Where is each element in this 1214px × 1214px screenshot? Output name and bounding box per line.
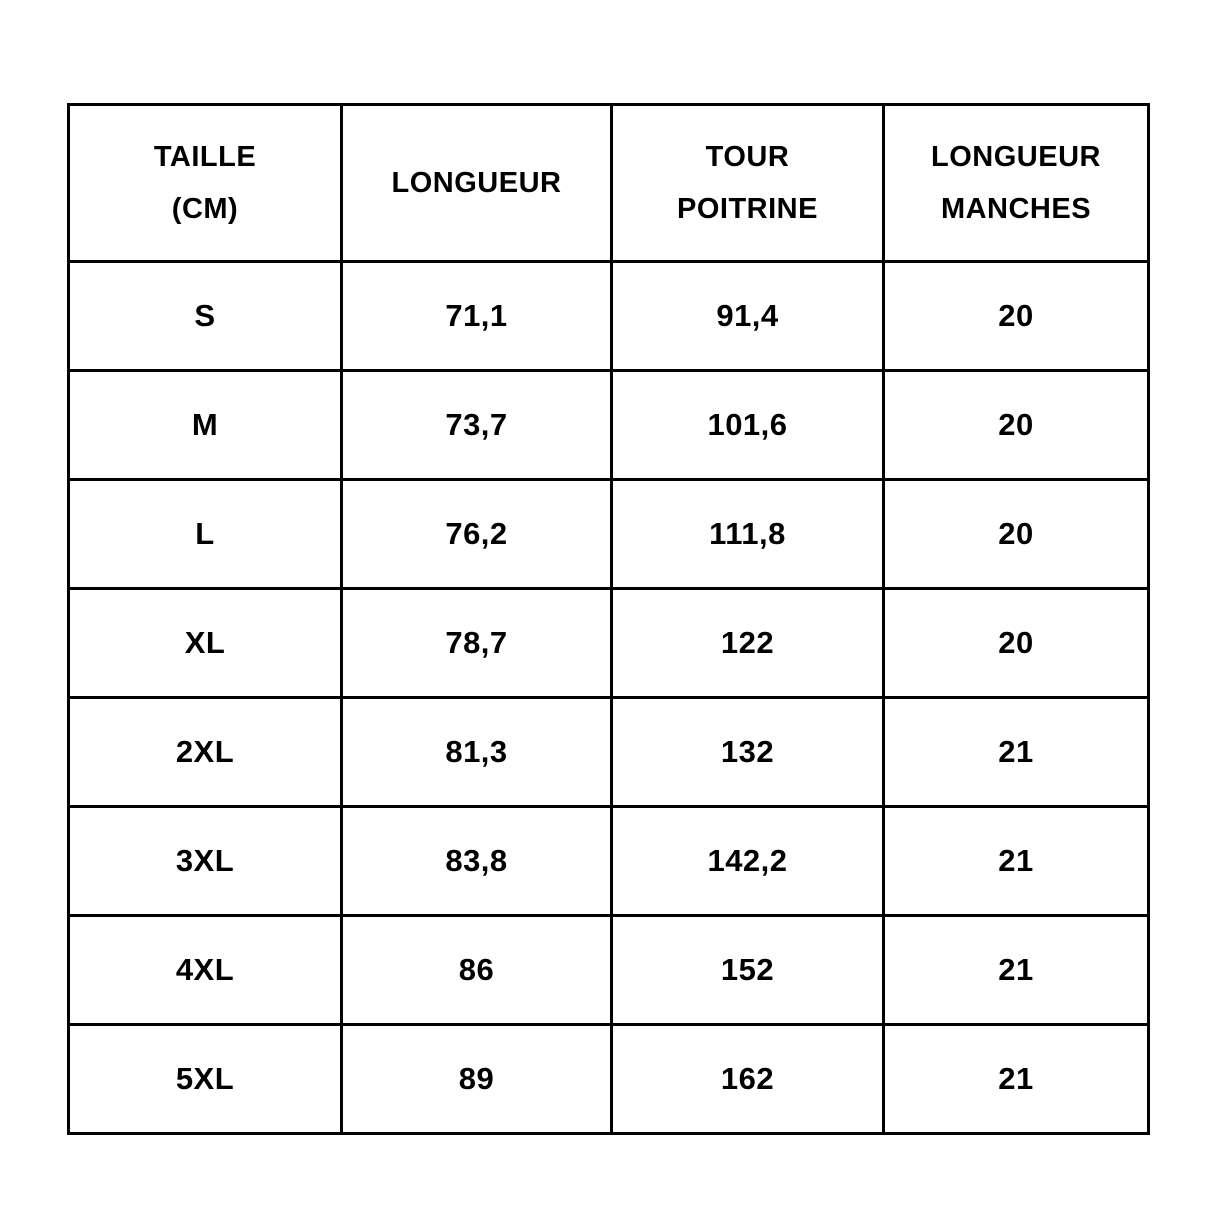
cell-size: S xyxy=(69,262,342,371)
table-row xyxy=(69,807,1149,916)
cell-longueur: 71,1 xyxy=(342,262,612,371)
header-line: TAILLE xyxy=(153,141,257,173)
table-row xyxy=(69,262,1149,371)
cell-longueur: 78,7 xyxy=(342,589,612,698)
cell-tour-poitrine: 152 xyxy=(612,916,884,1025)
header-line: MANCHES xyxy=(940,193,1092,225)
cell-longueur-manches: 21 xyxy=(884,698,1149,807)
cell-tour-poitrine: 122 xyxy=(612,589,884,698)
cell-longueur-manches: 20 xyxy=(884,480,1149,589)
cell-size: 2XL xyxy=(69,698,342,807)
header-line: POITRINE xyxy=(677,193,818,225)
column-header-tour-poitrine xyxy=(612,105,884,262)
cell-tour-poitrine: 91,4 xyxy=(612,262,884,371)
table-row xyxy=(69,698,1149,807)
cell-longueur-manches: 20 xyxy=(884,371,1149,480)
cell-size: 4XL xyxy=(69,916,342,1025)
header-line: LONGUEUR xyxy=(931,141,1101,173)
cell-longueur: 89 xyxy=(342,1025,612,1134)
header-line: TOUR xyxy=(705,141,790,173)
cell-tour-poitrine: 132 xyxy=(612,698,884,807)
cell-longueur: 86 xyxy=(342,916,612,1025)
header-line: (CM) xyxy=(171,193,239,225)
cell-longueur-manches: 21 xyxy=(884,916,1149,1025)
cell-size: XL xyxy=(69,589,342,698)
cell-longueur: 83,8 xyxy=(342,807,612,916)
cell-size: 3XL xyxy=(69,807,342,916)
column-header-longueur-manches xyxy=(884,105,1149,262)
cell-longueur-manches: 20 xyxy=(884,262,1149,371)
header-row xyxy=(69,105,1149,262)
table-row xyxy=(69,480,1149,589)
cell-longueur-manches: 21 xyxy=(884,1025,1149,1134)
table-row xyxy=(69,916,1149,1025)
column-header-taille xyxy=(69,105,342,262)
cell-longueur: 81,3 xyxy=(342,698,612,807)
table-row xyxy=(69,589,1149,698)
cell-tour-poitrine: 142,2 xyxy=(612,807,884,916)
cell-size: M xyxy=(69,371,342,480)
table-row xyxy=(69,371,1149,480)
table-row xyxy=(69,1025,1149,1134)
cell-longueur-manches: 20 xyxy=(884,589,1149,698)
cell-longueur: 76,2 xyxy=(342,480,612,589)
cell-size: 5XL xyxy=(69,1025,342,1134)
cell-tour-poitrine: 162 xyxy=(612,1025,884,1134)
cell-size: L xyxy=(69,480,342,589)
cell-longueur-manches: 21 xyxy=(884,807,1149,916)
cell-longueur: 73,7 xyxy=(342,371,612,480)
size-chart-table xyxy=(67,103,1150,1135)
cell-tour-poitrine: 111,8 xyxy=(612,480,884,589)
header-line: LONGUEUR xyxy=(391,167,562,199)
column-header-longueur xyxy=(342,105,612,262)
cell-tour-poitrine: 101,6 xyxy=(612,371,884,480)
